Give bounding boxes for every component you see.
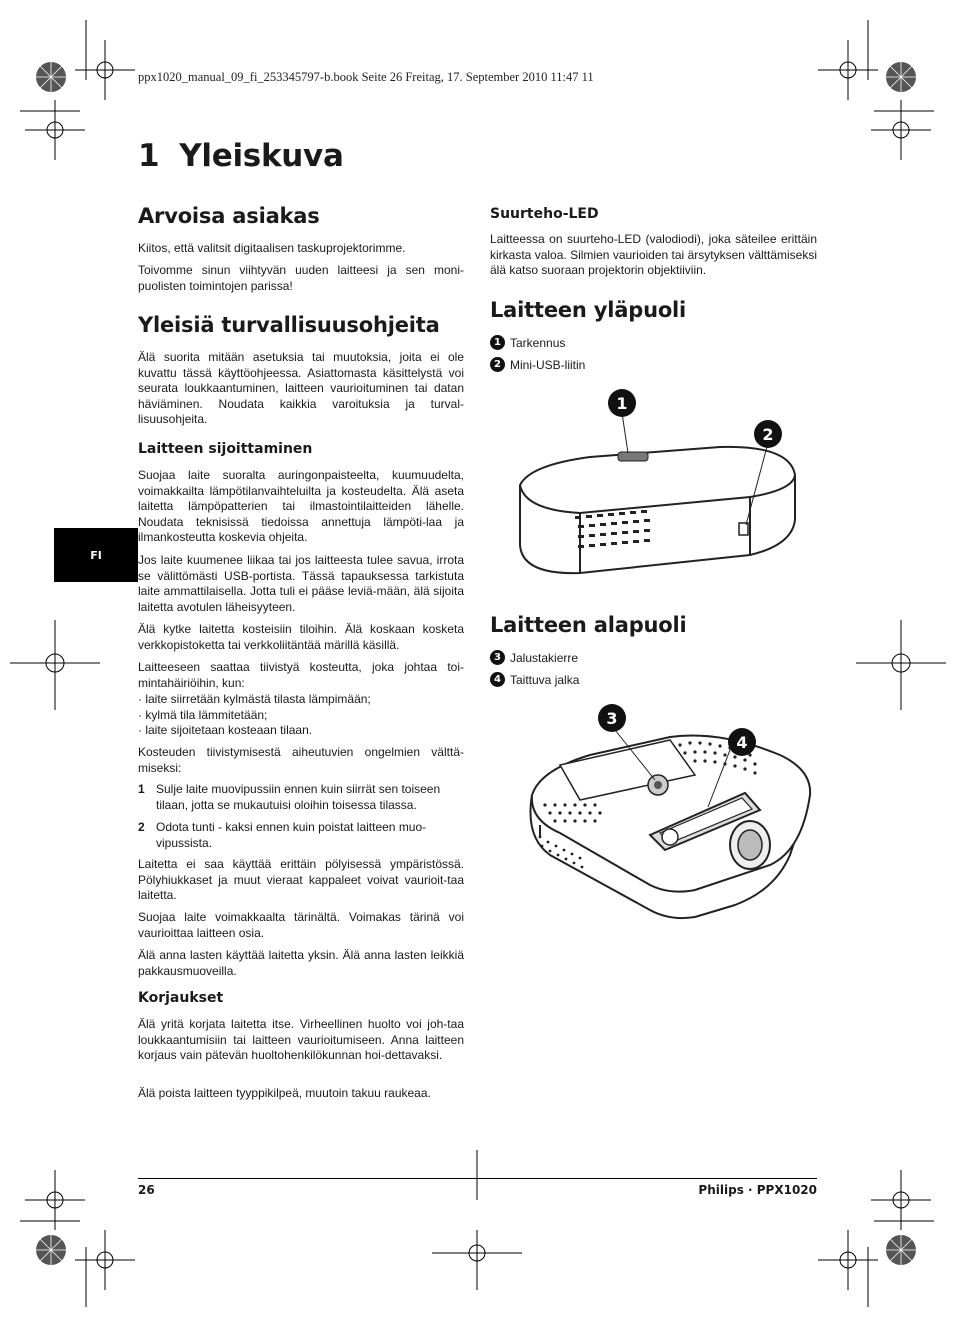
chapter-number: 1 (138, 138, 160, 174)
repairs-p2: Älä poista laitteen tyyppikilpeä, muutoin takuu raukeaa. (138, 1086, 431, 1100)
callout-1: 1 (608, 389, 636, 417)
projector-bottom-illustration (520, 725, 820, 925)
list-item: · kylmä tila lämmitetään; (138, 707, 268, 722)
heading-repairs: Korjaukset (138, 990, 224, 1006)
heading-top-view: Laitteen yläpuoli (490, 298, 687, 322)
number-badge: 2 (490, 357, 505, 372)
list-item: · laite siirretään kylmästä tilasta lämpimään; (138, 692, 371, 706)
print-header: ppx1020_manual_09_fi_253345797-b.book Seite 26 Freitag, 17. September 2010 11:47 11 (138, 70, 594, 84)
callout-4: 4 (728, 728, 756, 756)
step-text: Sulje laite muovipussiin ennen kuin siirrät sen toiseen tilaan, jotta se mukautuisi oloihin toisessa tilassa. (156, 782, 441, 812)
heading-arvoisa: Arvoisa asiakas (138, 204, 320, 228)
footer-brand: Philips · PPX1020 (698, 1183, 817, 1197)
chapter-name: Yleiskuva (179, 138, 344, 174)
callout-3: 3 (598, 704, 626, 732)
placement-p4: Laitteeseen saattaa tiivistyä kosteutta, joka johtaa toi-mintahäiriöihin, kun: (138, 660, 464, 690)
list-item: · laite sijoitetaan kosteaan tilaan. (138, 723, 313, 738)
arvoisa-p1: Kiitos, että valitsit digitaalisen taskuprojektorimme. (138, 241, 406, 255)
page-number: 26 (138, 1183, 155, 1197)
projector-top-illustration (510, 385, 810, 585)
placement-p5: Kosteuden tiivistymisestä aiheutuvien ongelmien välttä-miseksi: (138, 745, 464, 775)
arvoisa-p2: Toivomme sinun viihtyvän uuden laitteesi ja sen moni-puolisten toimintojen parissa! (138, 263, 464, 293)
repairs-p1: Älä yritä korjata laitetta itse. Virheellinen huolto voi joh-taa loukkaantumisiin tai laitteen vaurioitumiseen. Anna laitteen korjaus vain pätevän huoltohenkilökunnan hoi-dettavaksi. (138, 1017, 464, 1063)
legend-label: Taittuva jalka (510, 672, 580, 687)
legend-label: Mini-USB-liitin (510, 357, 586, 372)
condensation-list (138, 692, 464, 739)
callout-2: 2 (754, 420, 782, 448)
list-item (138, 782, 464, 813)
legend-item-2 (490, 357, 817, 372)
list-item (138, 820, 464, 851)
led-p1: Laitteessa on suurteho-LED (valodiodi), joka säteilee erittäin kirkasta valoa. Silmien vaurioiden tai ärsytyksen välttämiseksi älä katso suoraan projektorin objektiiviin. (490, 232, 817, 278)
heading-safety: Yleisiä turvallisuusohjeita (138, 313, 440, 337)
placement-p1: Suojaa laite suoralta auringonpaisteelta, kuumuudelta, voimakkailta lämpötilanvaihteluilta ja kosteudelta. Älä aseta laitetta lämpöpatterien tai ilmastointilaitteiden lähelle. Noudata teknisissä tiedoissa annettuja lämpöti-laa ja ilmankosteutta koskevia ohjeita. (138, 468, 464, 545)
placement-p8: Älä anna lasten käyttää laitetta yksin. Älä anna lasten leikkiä pakkausmuoveilla. (138, 948, 464, 978)
placement-p7: Suojaa laite voimakkaalta tärinältä. Voimakas tärinä voi vaurioittaa laitteen osia. (138, 910, 464, 940)
placement-p6: Laitetta ei saa käyttää erittäin pölyisessä ympäristössä. Pölyhiukkaset ja muut vieraat kappaleet voivat vaurioit-taa laitetta. (138, 857, 464, 903)
footer-rule (138, 1178, 817, 1179)
step-number: 1 (138, 782, 145, 796)
heading-bottom-view: Laitteen alapuoli (490, 613, 687, 637)
placement-p2: Jos laite kuumenee liikaa tai jos laitteesta tulee savua, irrota se välittömästi USB-portista. Tässä tapauksessa tarkistuta laite ammattilaisella. Jotta tuli ei pääse leviä-mään, älä sijoita laitetta avotulen läheisyyteen. (138, 553, 464, 614)
steps-list (138, 782, 464, 851)
safety-p1: Älä suorita mitään asetuksia tai muutoksia, joita ei ole kuvattu tässä käyttöohjeessa. Asiattomasta käsittelystä voi seurata loukkaantuminen, laitteen vaurioituminen tai datan häviäminen. Noudata kaikkia varoituksia ja turval-lisuusohjeita. (138, 350, 464, 427)
legend-item-1 (490, 335, 817, 350)
heading-placement: Laitteen sijoittaminen (138, 441, 313, 457)
step-text: Odota tunti - kaksi ennen kuin poistat laitteen muo-vipussista. (156, 820, 427, 850)
number-badge: 1 (490, 335, 505, 350)
legend-label: Jalustakierre (510, 650, 579, 665)
legend-item-4 (490, 672, 817, 687)
legend-label: Tarkennus (510, 335, 566, 350)
chapter-title (138, 138, 344, 174)
language-tab: FI (54, 528, 138, 582)
legend-item-3 (490, 650, 817, 665)
heading-led: Suurteho-LED (490, 206, 599, 222)
placement-p3: Älä kytke laitetta kosteisiin tiloihin. Älä koskaan kosketa verkkopistoketta tai verkkoliitäntää märillä käsillä. (138, 622, 464, 652)
number-badge: 4 (490, 672, 505, 687)
number-badge: 3 (490, 650, 505, 665)
step-number: 2 (138, 820, 145, 835)
